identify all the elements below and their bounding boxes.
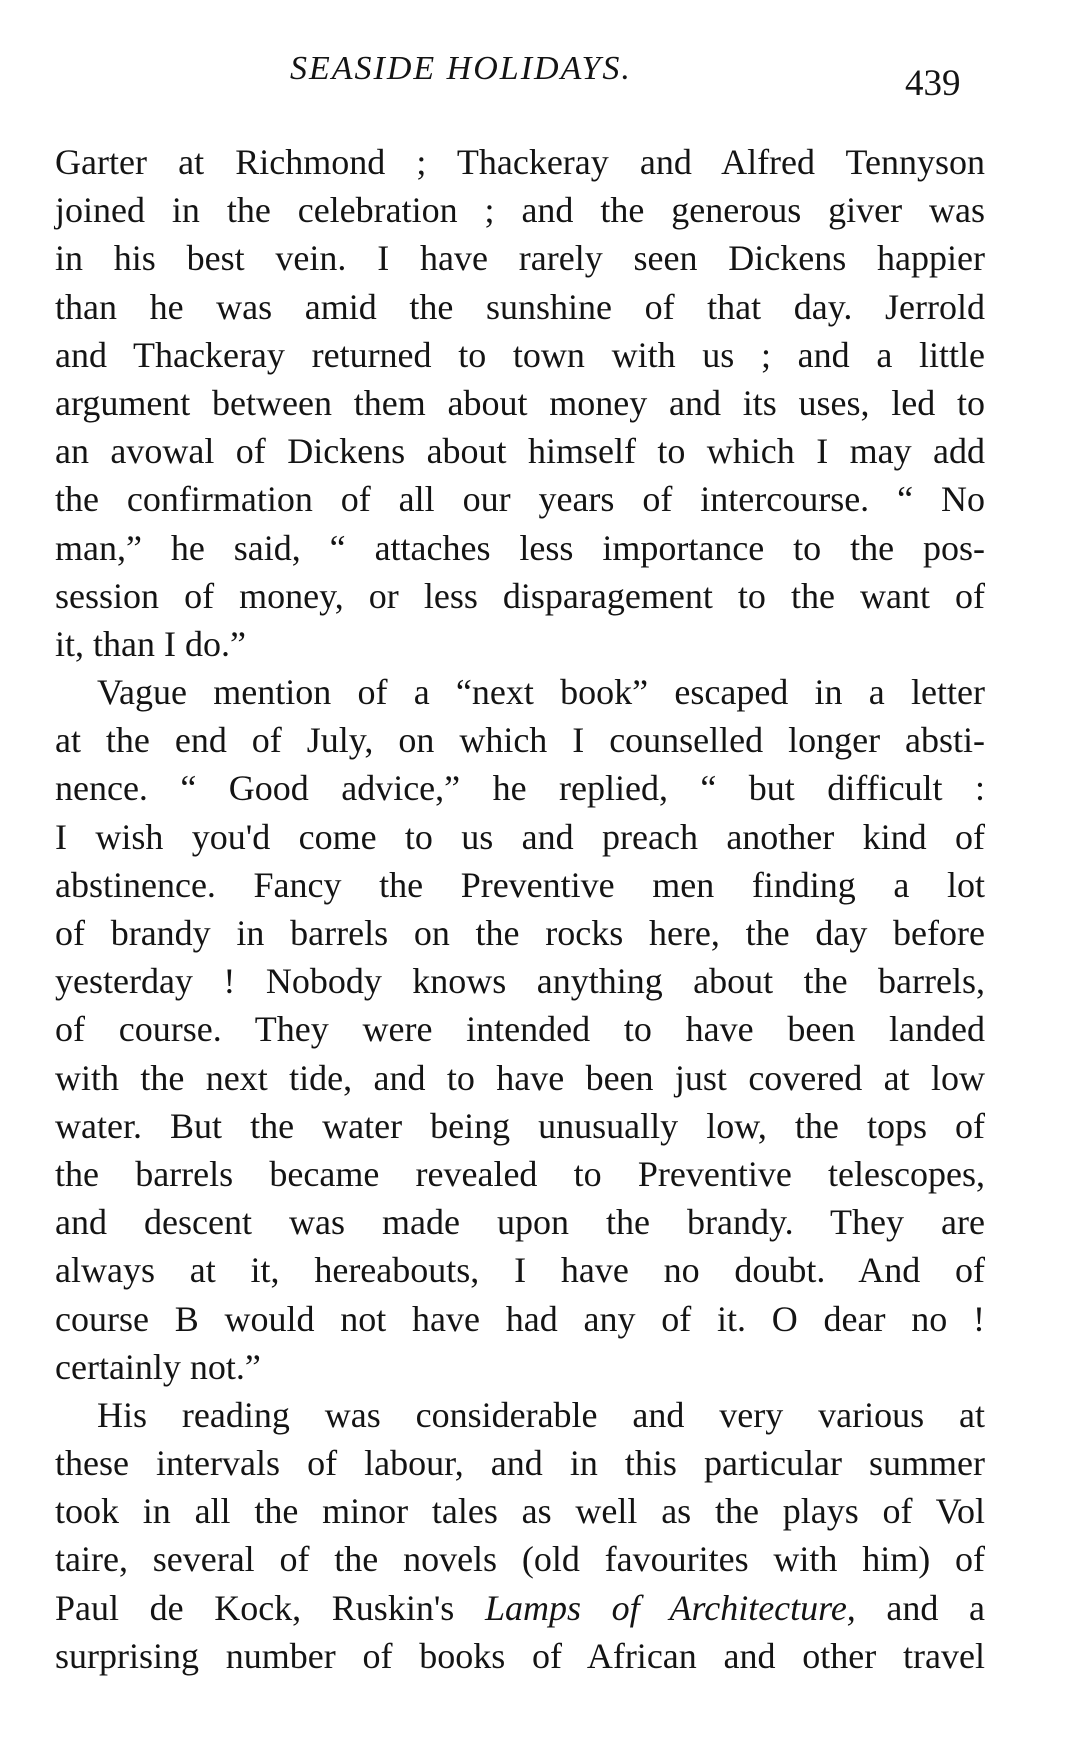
text-line: at the end of July, on which I counselled longer absti-: [55, 720, 985, 761]
text-line: the confirmation of all our years of intercourse. “ No: [55, 479, 985, 520]
text-line: session of money, or less disparagement to the want of: [55, 575, 985, 616]
text-line: the barrels became revealed to Preventive telescopes,: [55, 1153, 985, 1194]
text-line: these intervals of labour, and in this particular summer: [55, 1443, 985, 1484]
text-line: with the next tide, and to have been just covered at low: [55, 1057, 985, 1098]
text-line: yesterday ! Nobody knows anything about the barrels,: [55, 961, 985, 1002]
text-line: in his best vein. I have rarely seen Dickens happier: [55, 238, 985, 279]
body-text: [55, 138, 985, 1680]
text-line: an avowal of Dickens about himself to which I may add: [55, 431, 985, 472]
text-line: than he was amid the sunshine of that day. Jerrold: [55, 286, 985, 327]
text-line: I wish you'd come to us and preach another kind of: [55, 816, 985, 857]
text-line: took in all the minor tales as well as the plays of Vol: [55, 1491, 985, 1532]
text-line: of brandy in barrels on the rocks here, the day before: [55, 913, 985, 953]
text-line: Vague mention of a “next book” escaped in a letter: [97, 672, 985, 713]
text-line: water. But the water being unusually low, the tops of: [55, 1105, 985, 1146]
text-line: it, than I do.”: [55, 623, 246, 664]
text-segment: and a: [855, 1587, 985, 1628]
text-line: and descent was made upon the brandy. They are: [55, 1202, 985, 1243]
text-line: argument between them about money and its uses, led to: [55, 382, 985, 423]
text-line: man,” he said, “ attaches less importance to the pos-: [55, 527, 985, 568]
page-number: 439: [905, 63, 961, 104]
text-line: certainly not.”: [55, 1346, 261, 1387]
text-segment: Paul de Kock, Ruskin's: [55, 1587, 485, 1628]
text-line: abstinence. Fancy the Preventive men finding a lot: [55, 864, 985, 905]
running-title: SEASIDE HOLIDAYS.: [290, 50, 632, 87]
text-line: course B would not have had any of it. O dear no !: [55, 1298, 985, 1339]
text-line: surprising number of books of African and other travel: [55, 1635, 985, 1676]
text-line: Garter at Richmond ; Thackeray and Alfred Tennyson: [55, 142, 985, 182]
book-title: Lamps of Architecture,: [484, 1587, 856, 1628]
text-line: His reading was considerable and very various at: [97, 1394, 985, 1435]
text-line: joined in the celebration ; and the generous giver was: [55, 190, 985, 231]
text-line: nence. “ Good advice,” he replied, “ but difficult :: [55, 768, 985, 809]
text-line: of course. They were intended to have been landed: [55, 1009, 985, 1050]
text-line: always at it, hereabouts, I have no doubt. And of: [55, 1250, 985, 1291]
text-line: taire, several of the novels (old favourites with him) of: [55, 1539, 985, 1580]
text-line: [55, 1584, 985, 1632]
text-line: and Thackeray returned to town with us ; and a little: [55, 334, 985, 375]
